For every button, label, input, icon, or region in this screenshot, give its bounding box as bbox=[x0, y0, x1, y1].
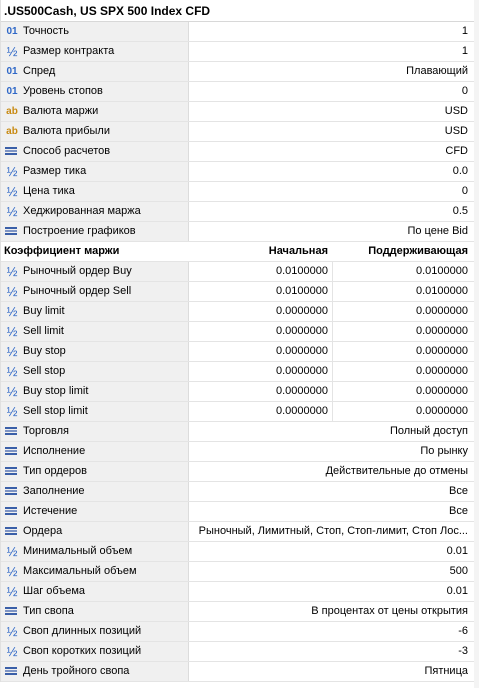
margin-label: Sell stop limit bbox=[23, 405, 88, 417]
list-icon bbox=[5, 147, 19, 156]
margin-maintenance-value: 0.0000000 bbox=[416, 305, 468, 317]
fraction-icon: ½ bbox=[6, 584, 18, 599]
margin-name-cell bbox=[1, 382, 189, 401]
property-label: Тип свопа bbox=[23, 605, 74, 617]
property-value: CFD bbox=[445, 145, 468, 157]
property-label: Своп коротких позиций bbox=[23, 645, 142, 657]
property-name-cell bbox=[1, 462, 189, 481]
property-label: Ордера bbox=[23, 525, 63, 537]
property-name-cell bbox=[1, 542, 189, 561]
property-label: День тройного свопа bbox=[23, 665, 130, 677]
margin-initial-value: 0.0100000 bbox=[276, 285, 328, 297]
property-value: 1 bbox=[461, 25, 468, 37]
margin-name-cell bbox=[1, 282, 189, 301]
margin-name-cell bbox=[1, 302, 189, 321]
margin-initial-value: 0.0000000 bbox=[276, 365, 328, 377]
property-value: По цене Bid bbox=[407, 225, 468, 237]
property-row[interactable] bbox=[1, 442, 475, 462]
fraction-icon: ½ bbox=[6, 324, 18, 339]
property-name-cell bbox=[1, 42, 189, 61]
fraction-icon: ½ bbox=[6, 344, 18, 359]
property-name-cell bbox=[1, 482, 189, 501]
property-label: Валюта прибыли bbox=[23, 125, 110, 137]
margin-maintenance-value: 0.0000000 bbox=[416, 345, 468, 357]
property-row[interactable] bbox=[1, 422, 475, 442]
list-icon bbox=[5, 507, 19, 516]
property-value: 0.01 bbox=[446, 585, 468, 597]
margin-row[interactable] bbox=[1, 322, 475, 342]
fraction-icon: ½ bbox=[6, 304, 18, 319]
column-separator bbox=[332, 342, 333, 361]
property-value: -3 bbox=[458, 645, 468, 657]
property-name-cell bbox=[1, 222, 189, 241]
property-label: Размер тика bbox=[23, 165, 87, 177]
property-value: 0 bbox=[461, 85, 468, 97]
property-name-cell bbox=[1, 602, 189, 621]
property-value: В процентах от цены открытия bbox=[311, 605, 468, 617]
property-row[interactable] bbox=[1, 22, 475, 42]
list-icon bbox=[5, 667, 19, 676]
property-name-cell bbox=[1, 142, 189, 161]
list-icon bbox=[5, 607, 19, 616]
column-separator bbox=[332, 382, 333, 401]
column-separator bbox=[332, 302, 333, 321]
margin-maintenance-value: 0.0000000 bbox=[416, 385, 468, 397]
property-row[interactable] bbox=[1, 542, 475, 562]
property-row[interactable] bbox=[1, 222, 475, 242]
property-value: 1 bbox=[461, 45, 468, 57]
property-name-cell bbox=[1, 522, 189, 541]
property-value: Пятница bbox=[424, 665, 468, 677]
property-name-cell bbox=[1, 622, 189, 641]
fraction-icon: ½ bbox=[6, 204, 18, 219]
property-row[interactable] bbox=[1, 142, 475, 162]
column-separator bbox=[332, 282, 333, 301]
property-name-cell bbox=[1, 562, 189, 581]
fraction-icon: ½ bbox=[6, 644, 18, 659]
integer-icon: 01 bbox=[6, 86, 18, 97]
fraction-icon: ½ bbox=[6, 364, 18, 379]
margin-header-label: Коэффициент маржи bbox=[4, 245, 120, 257]
property-row[interactable] bbox=[1, 462, 475, 482]
property-value: По рынку bbox=[420, 445, 468, 457]
property-name-cell bbox=[1, 122, 189, 141]
margin-initial-value: 0.0100000 bbox=[276, 265, 328, 277]
property-label: Торговля bbox=[23, 425, 69, 437]
property-label: Хеджированная маржа bbox=[23, 205, 141, 217]
margin-name-cell bbox=[1, 342, 189, 361]
fraction-icon: ½ bbox=[6, 624, 18, 639]
property-row[interactable] bbox=[1, 642, 475, 662]
margin-label: Buy stop limit bbox=[23, 385, 89, 397]
property-label: Уровень стопов bbox=[23, 85, 103, 97]
margin-row[interactable] bbox=[1, 342, 475, 362]
property-label: Своп длинных позиций bbox=[23, 625, 142, 637]
fraction-icon: ½ bbox=[6, 284, 18, 299]
property-row[interactable] bbox=[1, 122, 475, 142]
property-row[interactable] bbox=[1, 182, 475, 202]
fraction-icon: ½ bbox=[6, 184, 18, 199]
fraction-icon: ½ bbox=[6, 384, 18, 399]
property-label: Тип ордеров bbox=[23, 465, 87, 477]
margin-label: Рыночный ордер Sell bbox=[23, 285, 132, 297]
list-icon bbox=[5, 467, 19, 476]
property-label: Размер контракта bbox=[23, 45, 115, 57]
vertical-scrollbar[interactable] bbox=[474, 0, 479, 688]
property-row[interactable] bbox=[1, 162, 475, 182]
column-separator bbox=[332, 322, 333, 341]
property-name-cell bbox=[1, 182, 189, 201]
property-value: Полный доступ bbox=[389, 425, 468, 437]
margin-label: Sell stop bbox=[23, 365, 66, 377]
property-label: Точность bbox=[23, 25, 69, 37]
property-row[interactable] bbox=[1, 42, 475, 62]
property-row[interactable] bbox=[1, 622, 475, 642]
margin-initial-value: 0.0000000 bbox=[276, 345, 328, 357]
property-value: USD bbox=[444, 105, 468, 117]
margin-row[interactable] bbox=[1, 402, 475, 422]
property-label: Цена тика bbox=[23, 185, 75, 197]
margin-header-maintenance: Поддерживающая bbox=[368, 245, 468, 257]
property-row[interactable] bbox=[1, 562, 475, 582]
margin-initial-value: 0.0000000 bbox=[276, 305, 328, 317]
property-label: Истечение bbox=[23, 505, 78, 517]
fraction-icon: ½ bbox=[6, 404, 18, 419]
property-row[interactable] bbox=[1, 662, 475, 682]
property-name-cell bbox=[1, 82, 189, 101]
property-value: 0.01 bbox=[446, 545, 468, 557]
column-separator bbox=[332, 402, 333, 421]
property-name-cell bbox=[1, 642, 189, 661]
property-value: Плавающий bbox=[406, 65, 468, 77]
list-icon bbox=[5, 447, 19, 456]
property-label: Способ расчетов bbox=[23, 145, 111, 157]
margin-header-initial: Начальная bbox=[268, 245, 328, 257]
property-row[interactable] bbox=[1, 82, 475, 102]
property-row[interactable] bbox=[1, 102, 475, 122]
property-name-cell bbox=[1, 442, 189, 461]
property-name-cell bbox=[1, 662, 189, 681]
margin-initial-value: 0.0000000 bbox=[276, 325, 328, 337]
property-name-cell bbox=[1, 422, 189, 441]
list-icon bbox=[5, 487, 19, 496]
margin-name-cell bbox=[1, 362, 189, 381]
property-label: Шаг объема bbox=[23, 585, 85, 597]
margin-label: Buy stop bbox=[23, 345, 66, 357]
property-name-cell bbox=[1, 502, 189, 521]
property-value: -6 bbox=[458, 625, 468, 637]
list-icon bbox=[5, 427, 19, 436]
symbol-title: .US500Cash, US SPX 500 Index CFD bbox=[4, 4, 211, 18]
property-value: 0.0 bbox=[452, 165, 468, 177]
property-label: Исполнение bbox=[23, 445, 86, 457]
fraction-icon: ½ bbox=[6, 44, 18, 59]
margin-row[interactable] bbox=[1, 262, 475, 282]
property-value: Рыночный, Лимитный, Стоп, Стоп-лимит, Стоп Лос... bbox=[198, 525, 468, 537]
property-row[interactable] bbox=[1, 502, 475, 522]
margin-initial-value: 0.0000000 bbox=[276, 385, 328, 397]
property-value: 0.5 bbox=[452, 205, 468, 217]
property-name-cell bbox=[1, 102, 189, 121]
margin-label: Рыночный ордер Buy bbox=[23, 265, 132, 277]
property-value: Все bbox=[449, 505, 468, 517]
property-label: Заполнение bbox=[23, 485, 85, 497]
property-name-cell bbox=[1, 22, 189, 41]
property-name-cell bbox=[1, 162, 189, 181]
integer-icon: 01 bbox=[6, 26, 18, 37]
property-value: USD bbox=[444, 125, 468, 137]
list-icon bbox=[5, 227, 19, 236]
column-separator bbox=[332, 262, 333, 281]
property-row[interactable] bbox=[1, 202, 475, 222]
property-row[interactable] bbox=[1, 522, 475, 542]
text-icon: ab bbox=[6, 106, 18, 117]
margin-label: Buy limit bbox=[23, 305, 65, 317]
fraction-icon: ½ bbox=[6, 164, 18, 179]
property-name-cell bbox=[1, 62, 189, 81]
margin-initial-value: 0.0000000 bbox=[276, 405, 328, 417]
integer-icon: 01 bbox=[6, 66, 18, 77]
margin-row[interactable] bbox=[1, 302, 475, 322]
property-name-cell bbox=[1, 582, 189, 601]
column-separator bbox=[332, 362, 333, 381]
property-value: Все bbox=[449, 485, 468, 497]
margin-row[interactable] bbox=[1, 282, 475, 302]
property-label: Минимальный объем bbox=[23, 545, 133, 557]
margin-maintenance-value: 0.0000000 bbox=[416, 405, 468, 417]
list-icon bbox=[5, 527, 19, 536]
property-name-cell bbox=[1, 202, 189, 221]
margin-header-row bbox=[1, 242, 475, 262]
margin-name-cell bbox=[1, 262, 189, 281]
margin-maintenance-value: 0.0000000 bbox=[416, 325, 468, 337]
property-value: Действительные до отмены bbox=[325, 465, 468, 477]
property-row[interactable] bbox=[1, 482, 475, 502]
margin-name-cell bbox=[1, 322, 189, 341]
property-label: Максимальный объем bbox=[23, 565, 137, 577]
property-label: Построение графиков bbox=[23, 225, 136, 237]
property-row[interactable] bbox=[1, 602, 475, 622]
property-value: 500 bbox=[449, 565, 468, 577]
text-icon: ab bbox=[6, 126, 18, 137]
fraction-icon: ½ bbox=[6, 264, 18, 279]
margin-label: Sell limit bbox=[23, 325, 64, 337]
fraction-icon: ½ bbox=[6, 564, 18, 579]
property-value: 0 bbox=[461, 185, 468, 197]
margin-row[interactable] bbox=[1, 362, 475, 382]
margin-name-cell bbox=[1, 402, 189, 421]
margin-row[interactable] bbox=[1, 382, 475, 402]
margin-maintenance-value: 0.0100000 bbox=[416, 285, 468, 297]
property-label: Валюта маржи bbox=[23, 105, 99, 117]
fraction-icon: ½ bbox=[6, 544, 18, 559]
margin-maintenance-value: 0.0000000 bbox=[416, 365, 468, 377]
property-label: Спред bbox=[23, 65, 56, 77]
symbol-title-row bbox=[1, 0, 475, 22]
property-row[interactable] bbox=[1, 582, 475, 602]
property-row[interactable] bbox=[1, 62, 475, 82]
margin-maintenance-value: 0.0100000 bbox=[416, 265, 468, 277]
